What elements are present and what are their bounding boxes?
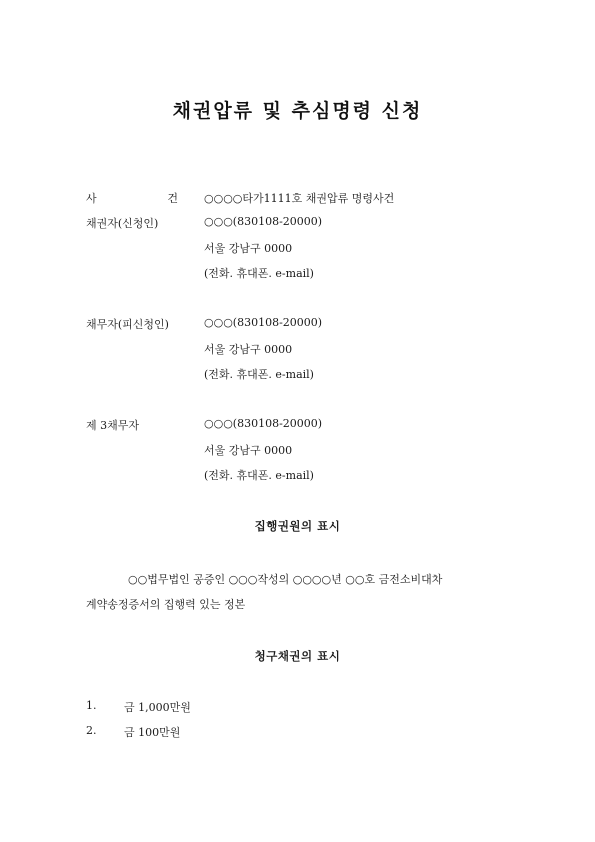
- third-debtor-name: ○○○(830108-20000): [204, 417, 323, 430]
- claims-heading: 청구채권의 표시: [254, 649, 341, 663]
- claim-item-1-number: 1.: [86, 699, 97, 712]
- case-label-char-2: 건: [167, 192, 178, 205]
- debtor-contact: (전화. 휴대폰. e-mail): [204, 368, 314, 381]
- debtor-label: 채무자(피신청인): [86, 318, 169, 331]
- creditor-label: 채권자(신청인): [86, 217, 159, 230]
- third-debtor-address: 서울 강남구 0000: [204, 444, 293, 457]
- case-label: [86, 190, 178, 206]
- claim-item-2-text: 금 100만원: [124, 726, 181, 739]
- third-debtor-label: 제 3채무자: [86, 419, 139, 432]
- enforcement-line-2: 계약송정증서의 집행력 있는 정본: [86, 598, 246, 611]
- debtor-name: ○○○(830108-20000): [204, 316, 323, 329]
- debtor-address: 서울 강남구 0000: [204, 343, 293, 356]
- third-debtor-contact: (전화. 휴대폰. e-mail): [204, 469, 314, 482]
- enforcement-heading: 집행권원의 표시: [254, 519, 341, 533]
- claim-item-2-number: 2.: [86, 724, 97, 737]
- document-title: 채권압류 및 추심명령 신청: [172, 100, 423, 122]
- case-label-char-1: 사: [86, 192, 97, 205]
- enforcement-line-1: ○○법무법인 공증인 ○○○작성의 ○○○○년 ○○호 금전소비대차: [128, 573, 443, 586]
- claim-item-1-text: 금 1,000만원: [124, 701, 191, 714]
- creditor-name: ○○○(830108-20000): [204, 215, 323, 228]
- creditor-address: 서울 강남구 0000: [204, 242, 293, 255]
- case-value: ○○○○타가1111호 채권압류 명령사건: [204, 192, 395, 205]
- creditor-contact: (전화. 휴대폰. e-mail): [204, 267, 314, 280]
